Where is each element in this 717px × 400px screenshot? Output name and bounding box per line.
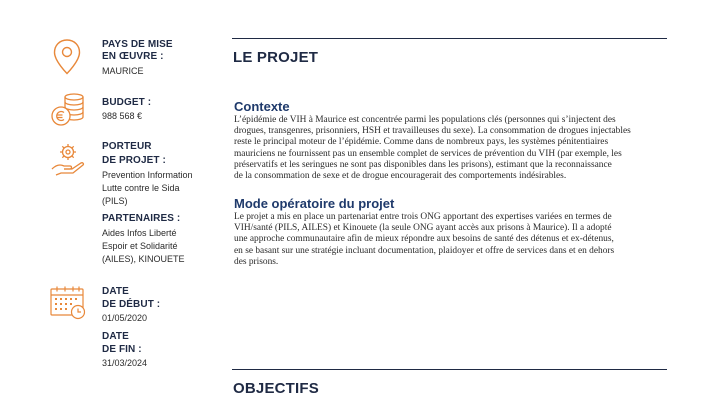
porteur-value-3: (PILS) bbox=[102, 196, 128, 206]
budget-value: 988 568 € bbox=[102, 111, 143, 121]
porteur-value-1: Prevention Information bbox=[102, 170, 193, 180]
contexte-line: L’épidémie de VIH à Maurice est concentrée parmi les populations clés (personnes qui s’injectent des bbox=[234, 115, 616, 125]
porteur-value-2: Lutte contre le Sida bbox=[102, 183, 180, 193]
top-divider bbox=[232, 38, 667, 39]
debut-label-2: DE DÉBUT : bbox=[102, 299, 161, 310]
calendar-clock-icon bbox=[48, 285, 88, 321]
fin-label-1: DATE bbox=[102, 331, 129, 342]
mode-line: Le projet a mis en place un partenariat entre trois ONG apportant des expertises variées en termes de bbox=[234, 212, 612, 222]
fin-value: 31/03/2024 bbox=[102, 358, 148, 368]
pays-label-2: EN ŒUVRE : bbox=[102, 51, 164, 62]
mode-line: en se basant sur une stratégie incluant documentation, plaidoyer et offre de services dans et en dehors bbox=[234, 245, 615, 256]
partenaires-value-2: Espoir et Solidarité bbox=[102, 241, 178, 251]
partenaires-value-1: Aides Infos Liberté bbox=[102, 228, 177, 238]
pays-label-1: PAYS DE MISE bbox=[102, 39, 173, 50]
mode-line: une approche communautaire afin de mieux répondre aux besoins de santé des détenus et ex-détenus, bbox=[234, 234, 614, 245]
contexte-line: drogues, transgenres, prisonniers, HSH et travailleuses du sexe). La consommation de drogues injectables bbox=[234, 126, 631, 137]
contexte-line: préservatifs et les seringues ne sont pas disponibles dans les prisons), estimant que la reconnaissance bbox=[234, 159, 612, 170]
coins-euro-icon bbox=[50, 92, 86, 128]
contexte-paragraph bbox=[234, 115, 668, 182]
location-pin-icon bbox=[52, 38, 82, 76]
partenaires-value-3: (AILES), KINOUETE bbox=[102, 254, 185, 264]
mode-line: VIH/santé (PILS, AILES) et Kinouete (la seule ONG ayant accès aux prisons à Maurice). Il a adopté bbox=[234, 223, 612, 234]
gear-hand-icon bbox=[50, 141, 86, 177]
fin-label-2: DE FIN : bbox=[102, 344, 142, 355]
partenaires-label: PARTENAIRES : bbox=[102, 213, 181, 224]
mode-heading: Mode opératoire du projet bbox=[234, 196, 395, 211]
contexte-line: reste le principal moteur de l’épidémie. Comme dans de nombreux pays, les systèmes pénitentiaires bbox=[234, 137, 609, 148]
porteur-label-1: PORTEUR bbox=[102, 141, 152, 152]
mode-line: des prisons. bbox=[234, 256, 279, 267]
contexte-heading: Contexte bbox=[234, 99, 290, 114]
objectifs-title: OBJECTIFS bbox=[233, 380, 319, 397]
page-title: LE PROJET bbox=[233, 49, 319, 66]
debut-value: 01/05/2020 bbox=[102, 313, 148, 323]
bottom-divider bbox=[232, 369, 667, 370]
budget-label: BUDGET : bbox=[102, 97, 152, 108]
contexte-line: de la consommation de sexe et de drogue encouragerait des comportements indésirables. bbox=[234, 171, 567, 182]
debut-label-1: DATE bbox=[102, 286, 129, 297]
pays-value: MAURICE bbox=[102, 66, 144, 76]
mode-paragraph bbox=[234, 212, 668, 268]
contexte-line: mauriciens ne fournissent pas un ensemble complet de services de prévention du VIH (par exemple, les bbox=[234, 148, 622, 159]
porteur-label-2: DE PROJET : bbox=[102, 155, 166, 166]
